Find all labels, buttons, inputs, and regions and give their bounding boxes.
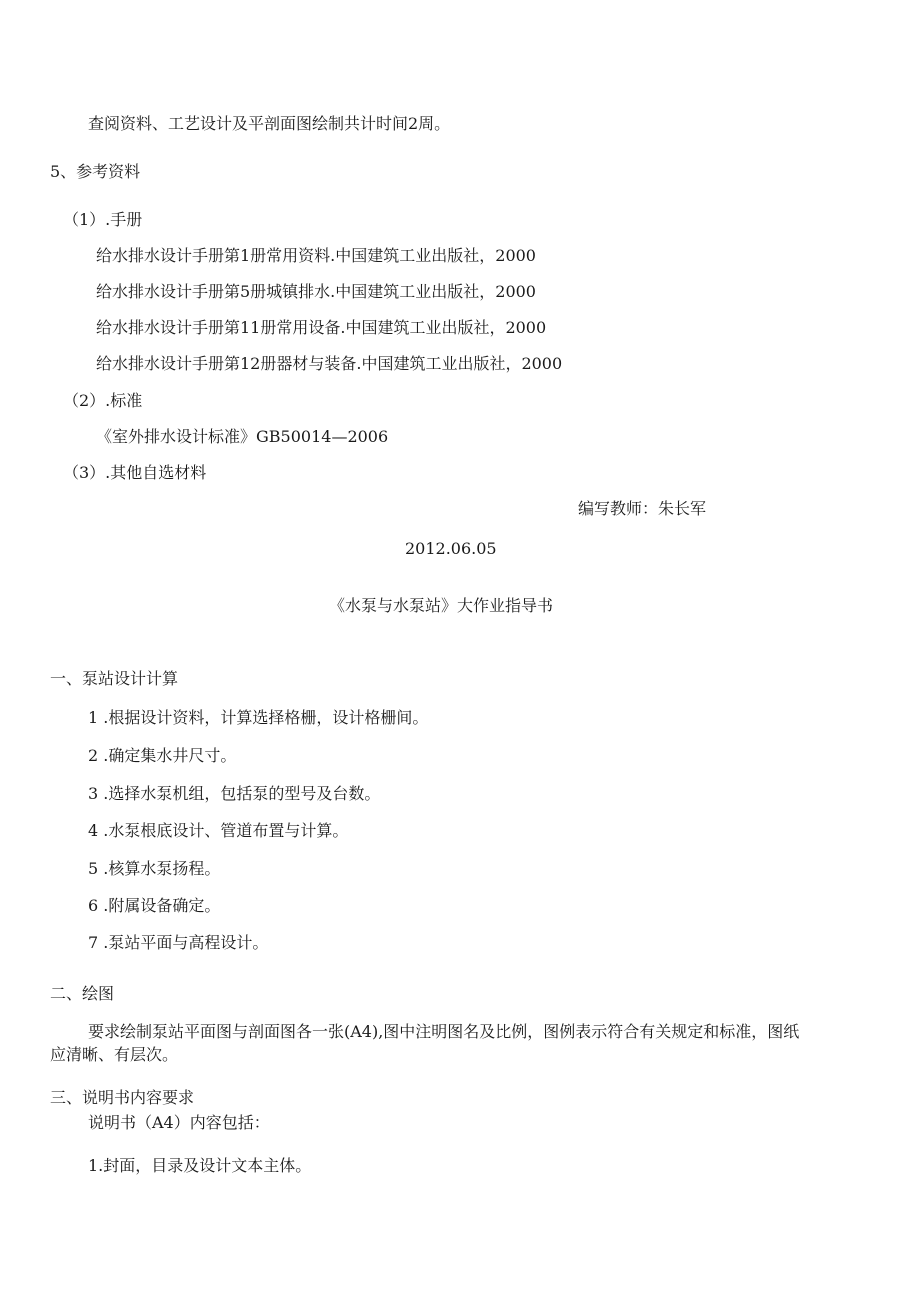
design-step: 1 .根据设计资料，计算选择格栅，设计格栅间。	[88, 708, 429, 727]
section3-heading: 三、说明书内容要求	[50, 1088, 195, 1107]
design-step: 4 .水泵根底设计、管道布置与计算。	[88, 821, 349, 840]
drawing-requirement-line1: 要求绘制泵站平面图与剖面图各一张(A4),图中注明图名及比例，图例表示符合有关规定和标准，图纸	[88, 1022, 800, 1041]
standards-label: （2）.标准	[63, 391, 143, 410]
manual-contents-item: 1.封面，目录及设计文本主体。	[88, 1156, 312, 1175]
section1-heading: 一、泵站设计计算	[50, 669, 179, 688]
manual-item: 给水排水设计手册第1册常用资料.中国建筑工业出版社，2000	[96, 246, 536, 265]
manual-item: 给水排水设计手册第11册常用设备.中国建筑工业出版社，2000	[96, 318, 547, 337]
design-step: 7 .泵站平面与高程设计。	[88, 933, 269, 952]
design-step: 3 .选择水泵机组，包括泵的型号及台数。	[88, 784, 381, 803]
manual-item: 给水排水设计手册第12册器材与装备.中国建筑工业出版社，2000	[96, 354, 563, 373]
design-step: 6 .附属设备确定。	[88, 896, 221, 915]
author-signature: 编写教师：朱长军	[578, 499, 707, 518]
manual-item: 给水排水设计手册第5册城镇排水.中国建筑工业出版社，2000	[96, 282, 536, 301]
standard-item: 《室外排水设计标准》GB50014—2006	[96, 427, 389, 446]
manuals-label: （1）.手册	[63, 210, 143, 229]
guide-title: 《水泵与水泵站》大作业指导书	[329, 596, 554, 615]
references-heading: 5、参考资料	[50, 162, 141, 181]
design-step: 5 .核算水泵扬程。	[88, 859, 221, 878]
drawing-requirement-line2: 应清晰、有层次。	[50, 1045, 179, 1064]
design-step: 2 .确定集水井尺寸。	[88, 746, 237, 765]
schedule-text: 查阅资料、工艺设计及平剖面图绘制共计时间2周。	[88, 114, 451, 133]
section2-heading: 二、绘图	[50, 984, 115, 1003]
other-materials-label: （3）.其他自选材料	[63, 463, 207, 482]
manual-contents-intro: 说明书（A4）内容包括：	[88, 1113, 270, 1132]
signature-date: 2012.06.05	[405, 539, 497, 558]
